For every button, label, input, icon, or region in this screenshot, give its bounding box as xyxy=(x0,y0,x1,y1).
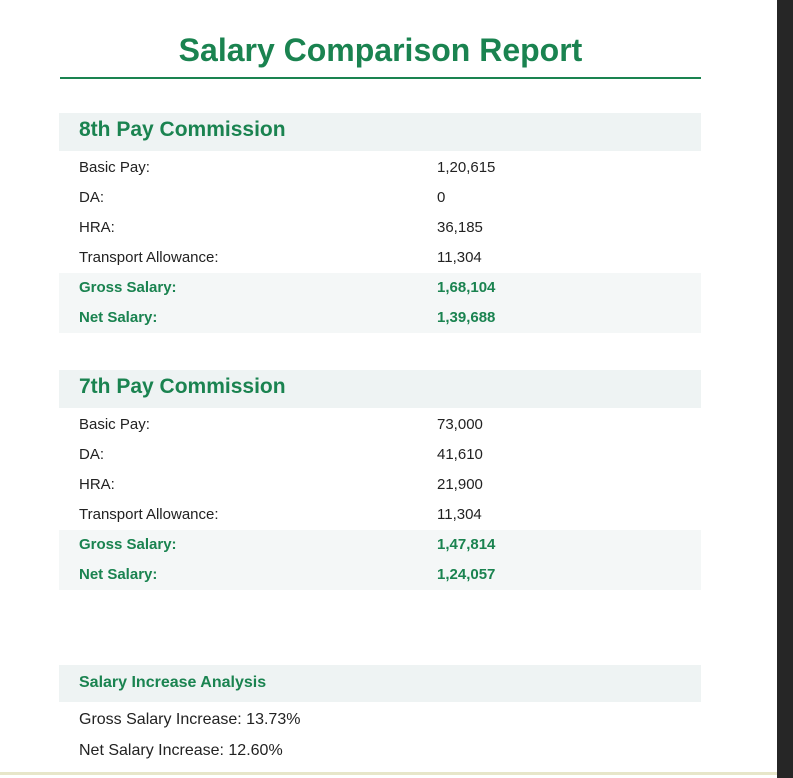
row-value: 11,304 xyxy=(437,249,482,266)
row-label: Net Salary: xyxy=(79,309,158,326)
row-value: 1,20,615 xyxy=(437,159,496,176)
row-value: 41,610 xyxy=(437,446,483,463)
section-heading: 7th Pay Commission xyxy=(59,370,701,408)
row-da xyxy=(59,183,701,213)
row-label: Transport Allowance: xyxy=(79,249,219,266)
page-bottom-edge xyxy=(0,772,777,775)
row-net-salary xyxy=(59,303,701,333)
row-value: 73,000 xyxy=(437,416,483,433)
row-label: Basic Pay: xyxy=(79,159,150,176)
row-value: 11,304 xyxy=(437,506,482,523)
analysis-lines xyxy=(59,702,701,766)
row-label: HRA: xyxy=(79,219,115,236)
analysis-heading: Salary Increase Analysis xyxy=(59,665,701,702)
net-increase-text: Net Salary Increase: 12.60% xyxy=(79,742,283,759)
row-value: 1,39,688 xyxy=(437,309,496,326)
row-label: HRA: xyxy=(79,476,115,493)
row-da xyxy=(59,440,701,470)
title-divider xyxy=(60,77,701,79)
row-transport-allowance xyxy=(59,500,701,530)
section-8th-pay-commission xyxy=(59,113,701,333)
salary-rows xyxy=(59,151,701,333)
row-value: 1,47,814 xyxy=(437,536,496,553)
row-basic-pay xyxy=(59,410,701,440)
row-gross-salary xyxy=(59,530,701,560)
row-label: Gross Salary: xyxy=(79,279,177,296)
row-transport-allowance xyxy=(59,243,701,273)
salary-increase-analysis xyxy=(59,665,701,766)
viewer-scrollbar[interactable] xyxy=(777,0,793,778)
report-title: Salary Comparison Report xyxy=(178,32,583,68)
row-value: 1,68,104 xyxy=(437,279,496,296)
row-gross-salary xyxy=(59,273,701,303)
row-label: Basic Pay: xyxy=(79,416,150,433)
section-7th-pay-commission xyxy=(59,370,701,590)
row-value: 36,185 xyxy=(437,219,483,236)
row-hra xyxy=(59,213,701,243)
row-net-salary xyxy=(59,560,701,590)
row-value: 21,900 xyxy=(437,476,483,493)
row-label: DA: xyxy=(79,446,105,463)
row-hra xyxy=(59,470,701,500)
row-label: Gross Salary: xyxy=(79,536,177,553)
section-heading: 8th Pay Commission xyxy=(59,113,701,151)
row-value: 0 xyxy=(437,189,446,206)
row-value: 1,24,057 xyxy=(437,566,496,583)
row-label: DA: xyxy=(79,189,105,206)
row-label: Transport Allowance: xyxy=(79,506,219,523)
gross-increase-text: Gross Salary Increase: 13.73% xyxy=(79,711,301,728)
salary-rows xyxy=(59,408,701,590)
row-label: Net Salary: xyxy=(79,566,158,583)
row-basic-pay xyxy=(59,153,701,183)
